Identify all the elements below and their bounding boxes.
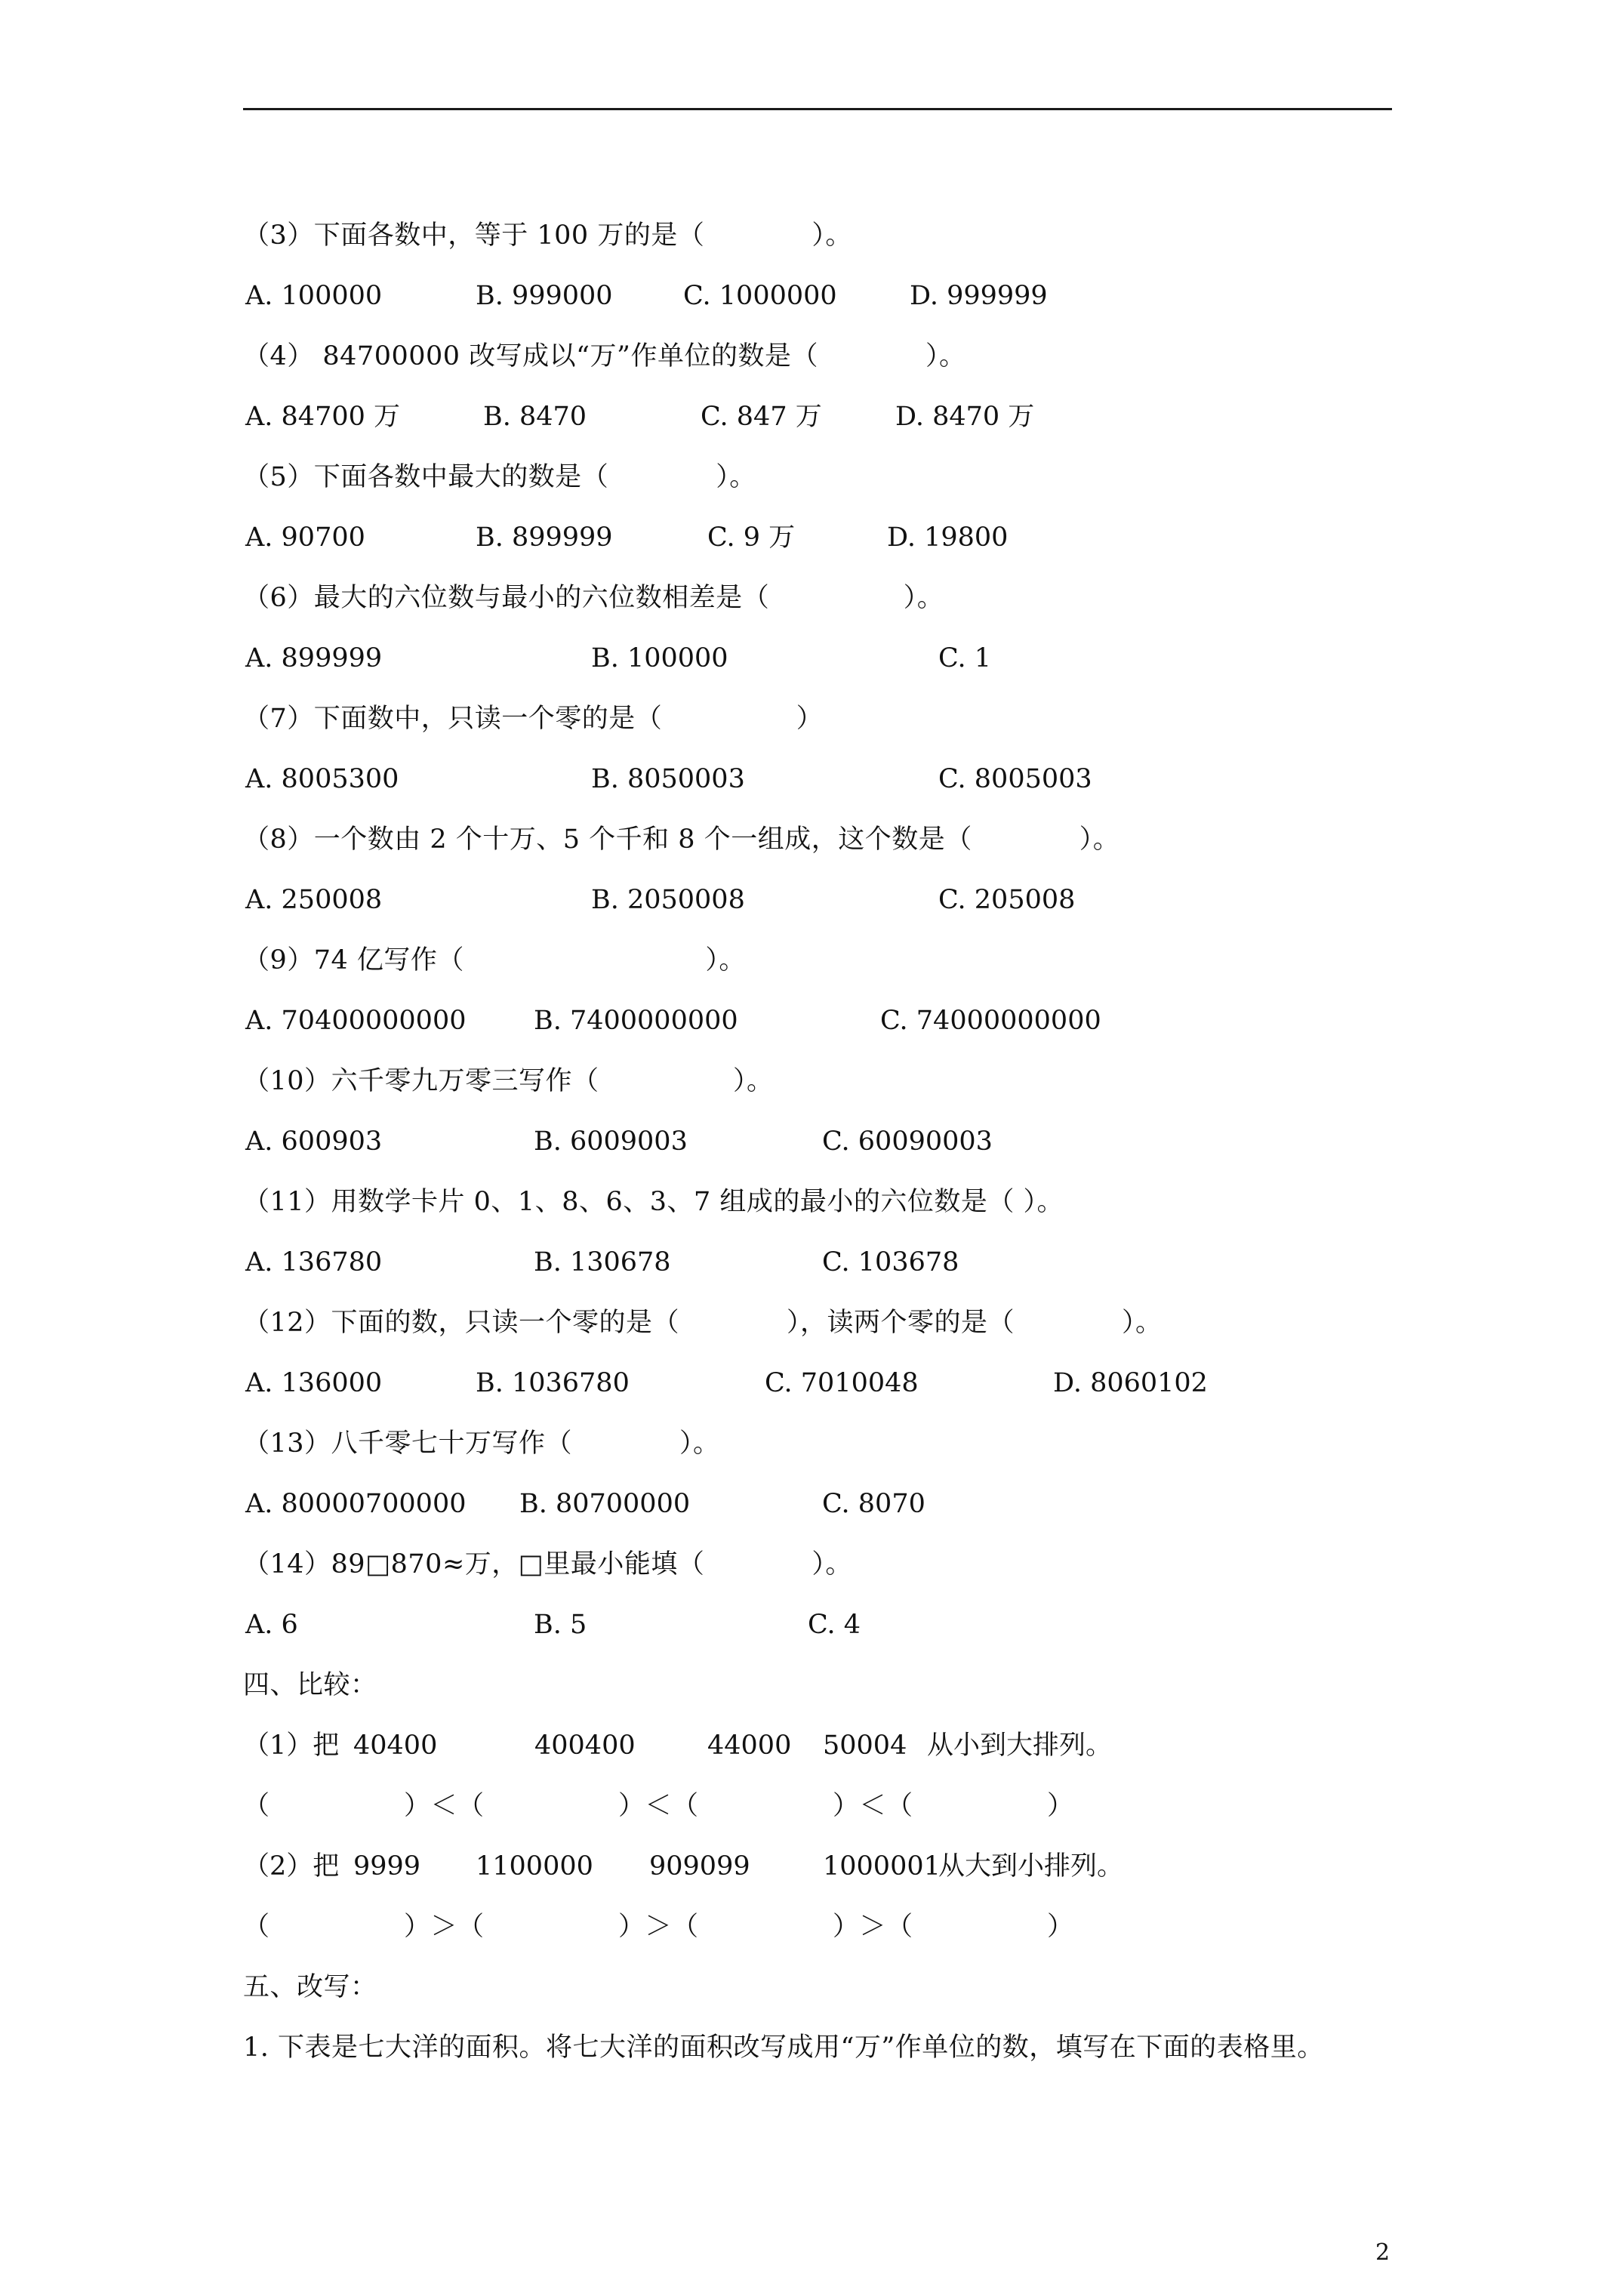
compare-1-number: 400400	[534, 1730, 636, 1761]
question-14-option-a: A. 6	[245, 1610, 298, 1640]
question-6-option-c: C. 1	[938, 643, 992, 673]
question-13-option-c: C. 8070	[822, 1489, 925, 1519]
question-11-option-b: B. 130678	[534, 1247, 671, 1277]
question-9-option-b: B. 7400000000	[534, 1006, 738, 1036]
compare-2-number: 1000001	[823, 1851, 941, 1881]
compare-2-number: 909099	[649, 1851, 750, 1881]
question-4-option-d: D. 8470 万	[895, 402, 1035, 432]
question-5-option-b: B. 899999	[476, 522, 613, 553]
question-12-option-c: C. 7010048	[765, 1368, 919, 1398]
question-14-option-b: B. 5	[534, 1610, 587, 1640]
question-12-option-b: B. 1036780	[476, 1368, 630, 1398]
question-9-stem: （9）74 亿写作（ ）。	[243, 945, 746, 975]
question-7-option-a: A. 8005300	[245, 764, 399, 794]
question-4-option-c: C. 847 万	[701, 402, 822, 432]
question-4-option-b: B. 8470	[483, 402, 587, 432]
question-14-option-c: C. 4	[808, 1610, 861, 1640]
question-7-stem: （7）下面数中，只读一个零的是（ ）	[243, 704, 824, 734]
question-11-option-c: C. 103678	[822, 1247, 959, 1277]
question-14-stem: （14）89□870≈万，□里最小能填（ ）。	[243, 1549, 852, 1579]
compare-1-answer-line: （ ）＜（ ）＜（ ）＜（ ）	[243, 1791, 1074, 1821]
question-10-option-c: C. 60090003	[822, 1126, 993, 1157]
question-10-option-a: A. 600903	[245, 1126, 383, 1157]
question-9-option-a: A. 70400000000	[245, 1006, 467, 1036]
question-10-option-b: B. 6009003	[534, 1126, 688, 1157]
section-4-title: 四、比较：	[243, 1670, 377, 1700]
compare-2-number: 1100000	[476, 1851, 593, 1881]
question-7-option-b: B. 8050003	[591, 764, 745, 794]
compare-2-label: （2）把	[243, 1851, 340, 1881]
compare-2-number: 9999	[353, 1851, 421, 1881]
question-4-option-a: A. 84700 万	[245, 402, 400, 432]
question-11-stem: （11）用数学卡片 0、1、8、6、3、7 组成的最小的六位数是（ ）。	[243, 1187, 1064, 1217]
question-8-option-a: A. 250008	[245, 885, 383, 915]
header-rule	[243, 108, 1392, 110]
question-5-option-d: D. 19800	[887, 522, 1009, 553]
question-3-option-c: C. 1000000	[683, 281, 837, 311]
question-3-stem: （3）下面各数中，等于 100 万的是（ ）。	[243, 220, 852, 251]
question-9-option-c: C. 74000000000	[880, 1006, 1101, 1036]
question-3-option-d: D. 999999	[910, 281, 1048, 311]
compare-1-instruction: 从小到大排列。	[927, 1730, 1113, 1761]
compare-2-answer-line: （ ）＞（ ）＞（ ）＞（ ）	[243, 1912, 1074, 1942]
question-8-option-c: C. 205008	[938, 885, 1076, 915]
question-13-option-a: A. 80000700000	[245, 1489, 467, 1519]
question-8-option-b: B. 2050008	[591, 885, 745, 915]
question-12-stem: （12）下面的数，只读一个零的是（ ），读两个零的是（ ）。	[243, 1308, 1163, 1338]
compare-1-number: 40400	[353, 1730, 438, 1761]
rewrite-question-1: 1. 下表是七大洋的面积。将七大洋的面积改写成用“万”作单位的数，填写在下面的表格里。	[243, 2032, 1324, 2063]
page-number: 2	[1375, 2239, 1390, 2266]
question-3-option-a: A. 100000	[245, 281, 383, 311]
compare-2-instruction: 从大到小排列。	[938, 1851, 1124, 1881]
question-6-stem: （6）最大的六位数与最小的六位数相差是（ ）。	[243, 583, 944, 613]
question-6-option-a: A. 899999	[245, 643, 383, 673]
section-5-title: 五、改写：	[243, 1972, 377, 2002]
question-11-option-a: A. 136780	[245, 1247, 383, 1277]
question-10-stem: （10）六千零九万零三写作（ ）。	[243, 1066, 774, 1096]
question-12-option-a: A. 136000	[245, 1368, 383, 1398]
question-8-stem: （8）一个数由 2 个十万、5 个千和 8 个一组成，这个数是（ ）。	[243, 824, 1120, 855]
compare-1-number: 50004	[823, 1730, 907, 1761]
question-5-stem: （5）下面各数中最大的数是（ ）。	[243, 462, 756, 492]
question-5-option-c: C. 9 万	[707, 522, 796, 553]
question-4-stem: （4） 84700000 改写成以“万”作单位的数是（ ）。	[243, 341, 966, 371]
question-13-option-b: B. 80700000	[519, 1489, 691, 1519]
question-13-stem: （13）八千零七十万写作（ ）。	[243, 1428, 720, 1459]
compare-1-label: （1）把	[243, 1730, 340, 1761]
compare-1-number: 44000	[707, 1730, 792, 1761]
question-12-option-d: D. 8060102	[1053, 1368, 1208, 1398]
question-6-option-b: B. 100000	[591, 643, 728, 673]
question-5-option-a: A. 90700	[245, 522, 365, 553]
question-3-option-b: B. 999000	[476, 281, 613, 311]
question-7-option-c: C. 8005003	[938, 764, 1092, 794]
